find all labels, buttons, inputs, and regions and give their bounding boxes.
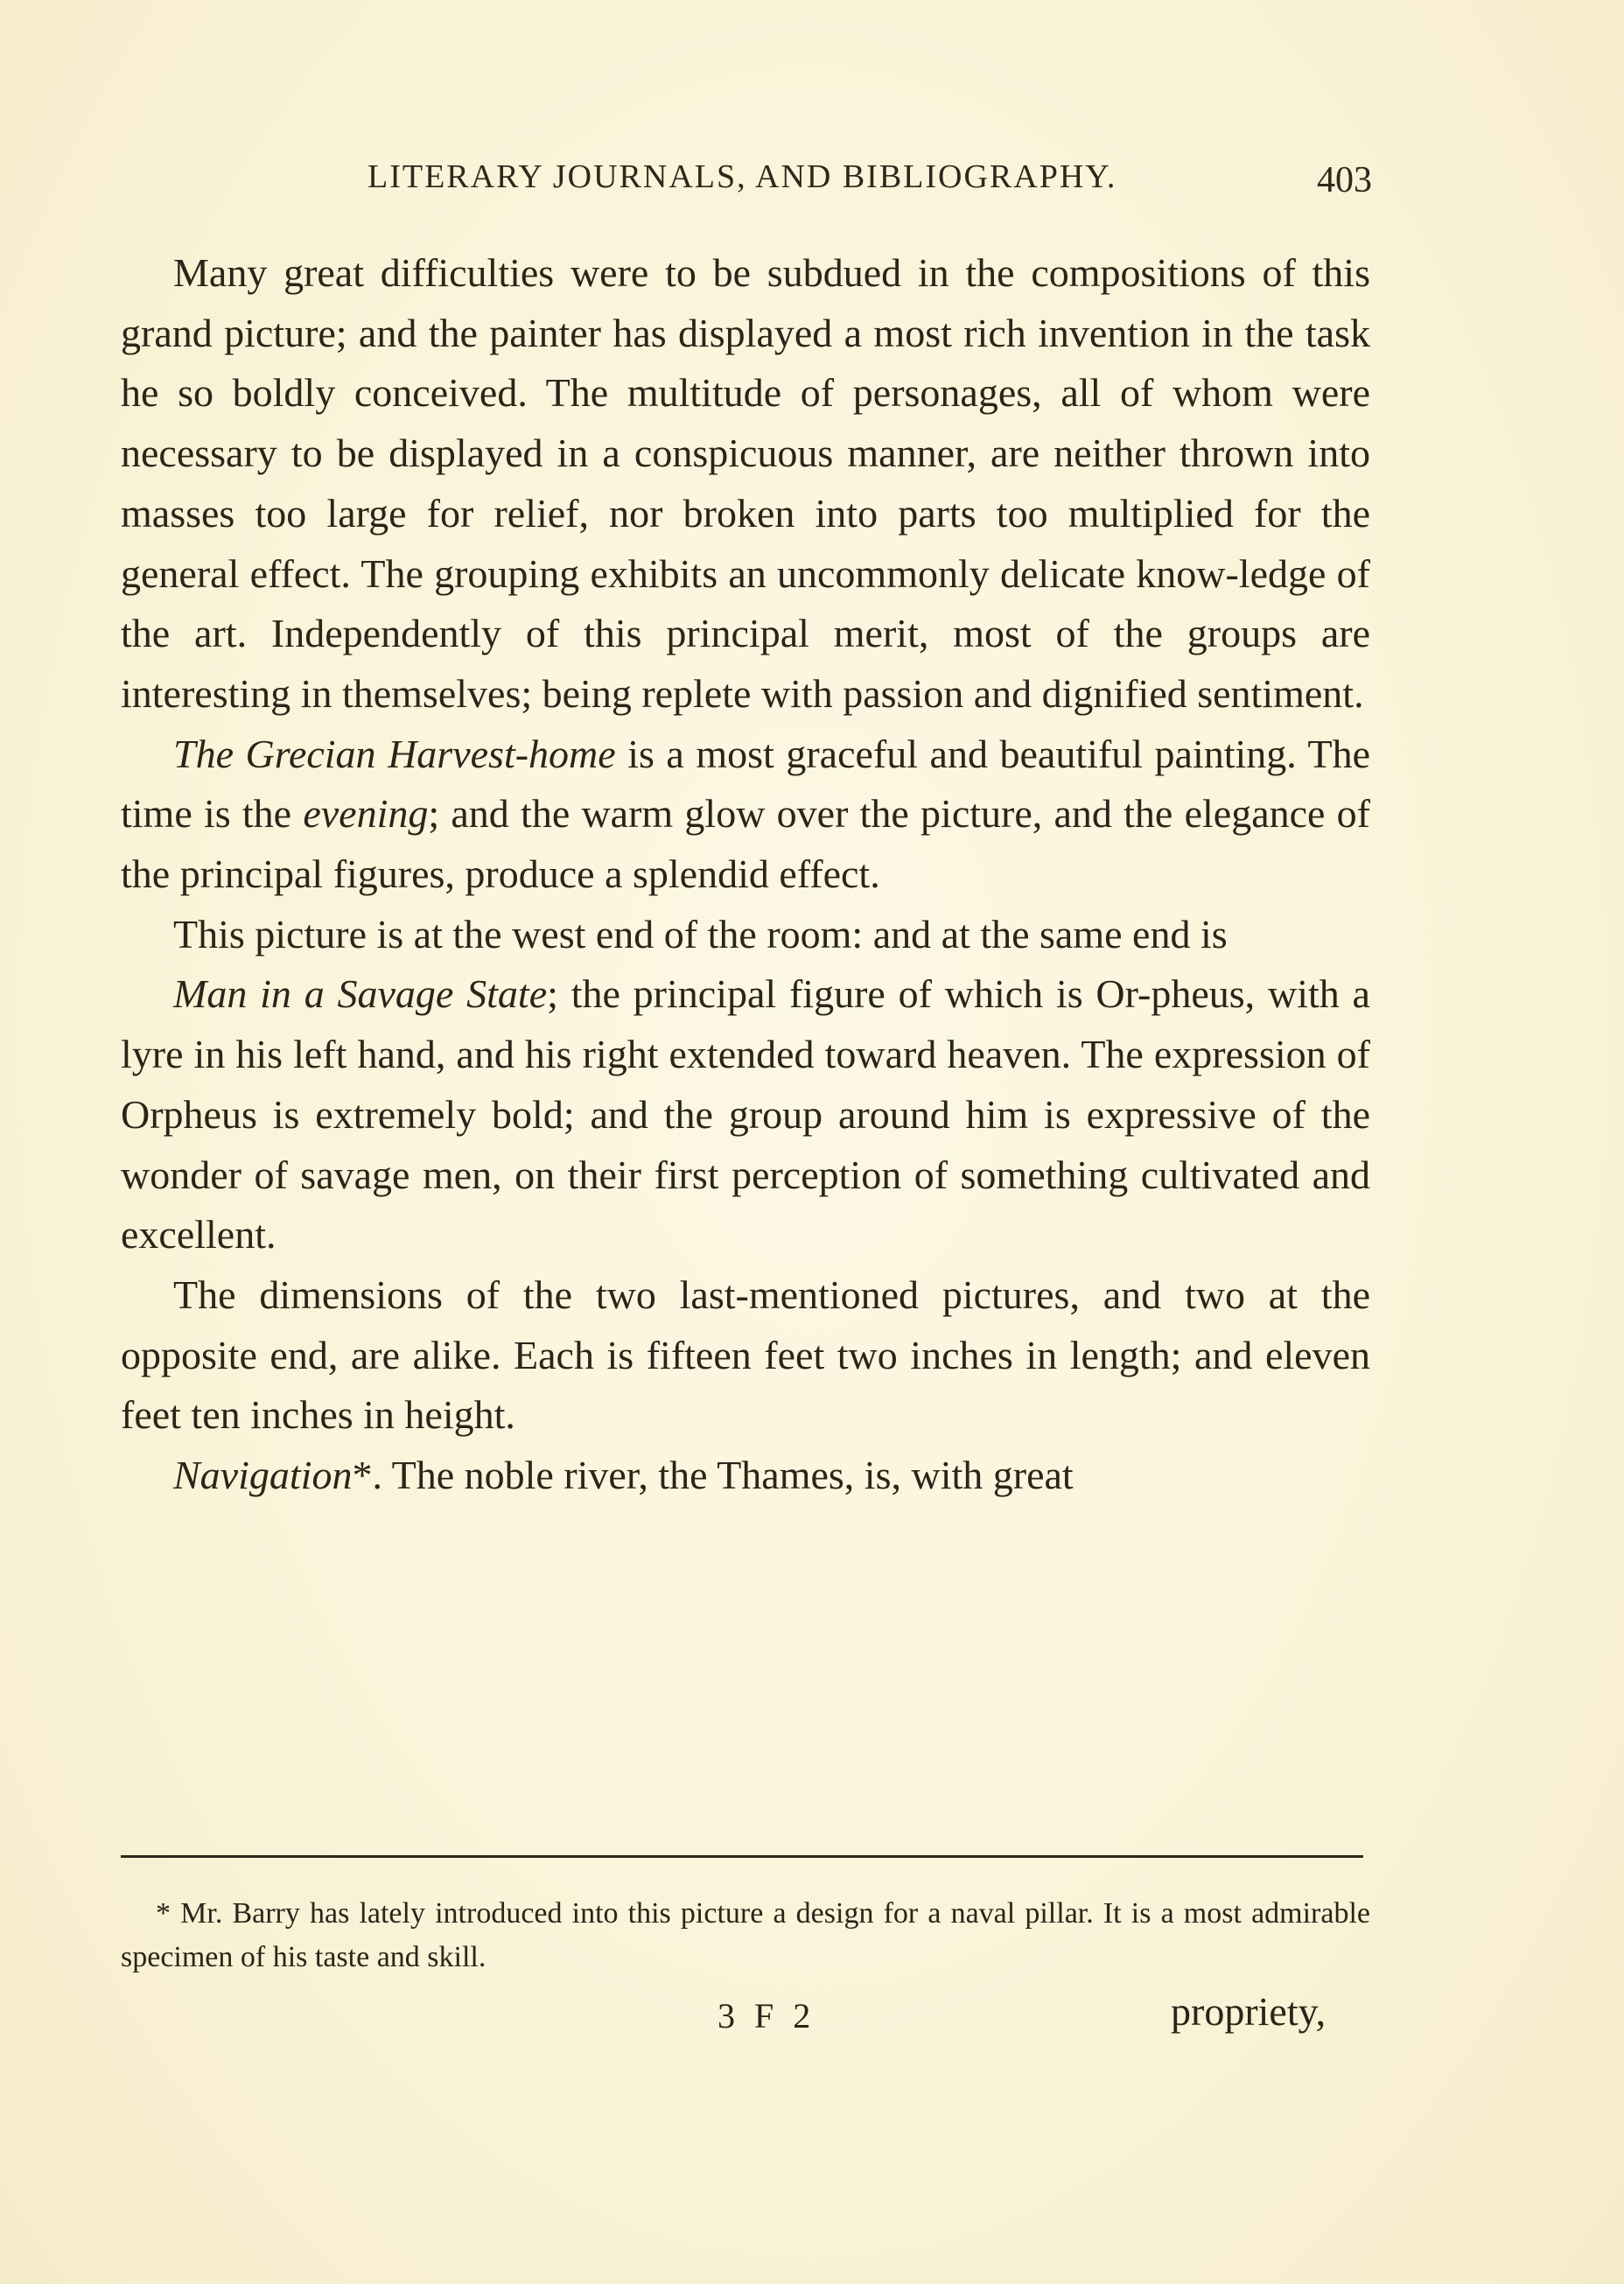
page-number: 403: [1317, 160, 1372, 200]
signature-mark: 3 F 2: [718, 1996, 816, 2035]
paragraph-6: [121, 1446, 1370, 1506]
paragraph-4-text: ; the principal figure of which is Or-pheus, with a lyre in his left hand, and his right extended toward heaven. The expression of Orpheus is extremely bold; and the group around him is expressive of the wonder of savage men, on their first perception of something cultivated and excellent.: [121, 971, 1370, 1258]
painting-title-grecian-harvest-home: The Grecian Harvest-home: [173, 731, 616, 776]
footnote: * Mr. Barry has lately introduced into this picture a design for a naval pillar. It is a most admirable specimen of his taste and skill.: [121, 1897, 1370, 1973]
footnote-marker: *: [352, 1453, 373, 1498]
painting-title-navigation: Navigation: [173, 1453, 353, 1498]
paragraph-4: [121, 964, 1370, 1265]
main-text: [121, 243, 1370, 1506]
catchword: propriety,: [1171, 1989, 1326, 2034]
paragraph-3: This picture is at the west end of the room: and at the same end is: [173, 911, 1228, 956]
paragraph-2-text-b: ; and the warm glow over the picture, and the elegance of the principal figures, produce a splendid effect.: [121, 791, 1371, 897]
paragraph-5: The dimensions of the two last-mentioned pictures, and two at the opposite end, are alike. Each is fifteen feet two inches in length; and eleven feet ten inches in height.: [121, 1272, 1370, 1438]
paragraph-2: [121, 725, 1370, 905]
running-title: LITERARY JOURNALS, AND BIBLIOGRAPHY.: [368, 158, 1117, 195]
paragraph-2-text-a: is a most graceful and beautiful painting. The time is the: [121, 731, 1370, 837]
painting-title-man-in-savage-state: Man in a Savage State: [173, 971, 548, 1017]
italic-word-evening: evening: [303, 791, 429, 837]
footnote-rule: [121, 1855, 1363, 1858]
paragraph-6-text: . The noble river, the Thames, is, with great: [372, 1453, 1074, 1498]
paragraph-1: Many great difficulties were to be subdued in the compositions of this grand picture; and the painter has displayed a most rich invention in the task he so boldly conceived. The multitude of personages, all of whom were necessary to be displayed in a conspicuous manner, are neither thrown into masses too large for relief, nor broken into parts too multiplied for the general effect. The grouping exhibits an uncommonly delicate know-ledge of the art. Independently of this principal merit, most of the groups are interesting in themselves; being replete with passion and dignified sentiment.: [121, 250, 1370, 716]
